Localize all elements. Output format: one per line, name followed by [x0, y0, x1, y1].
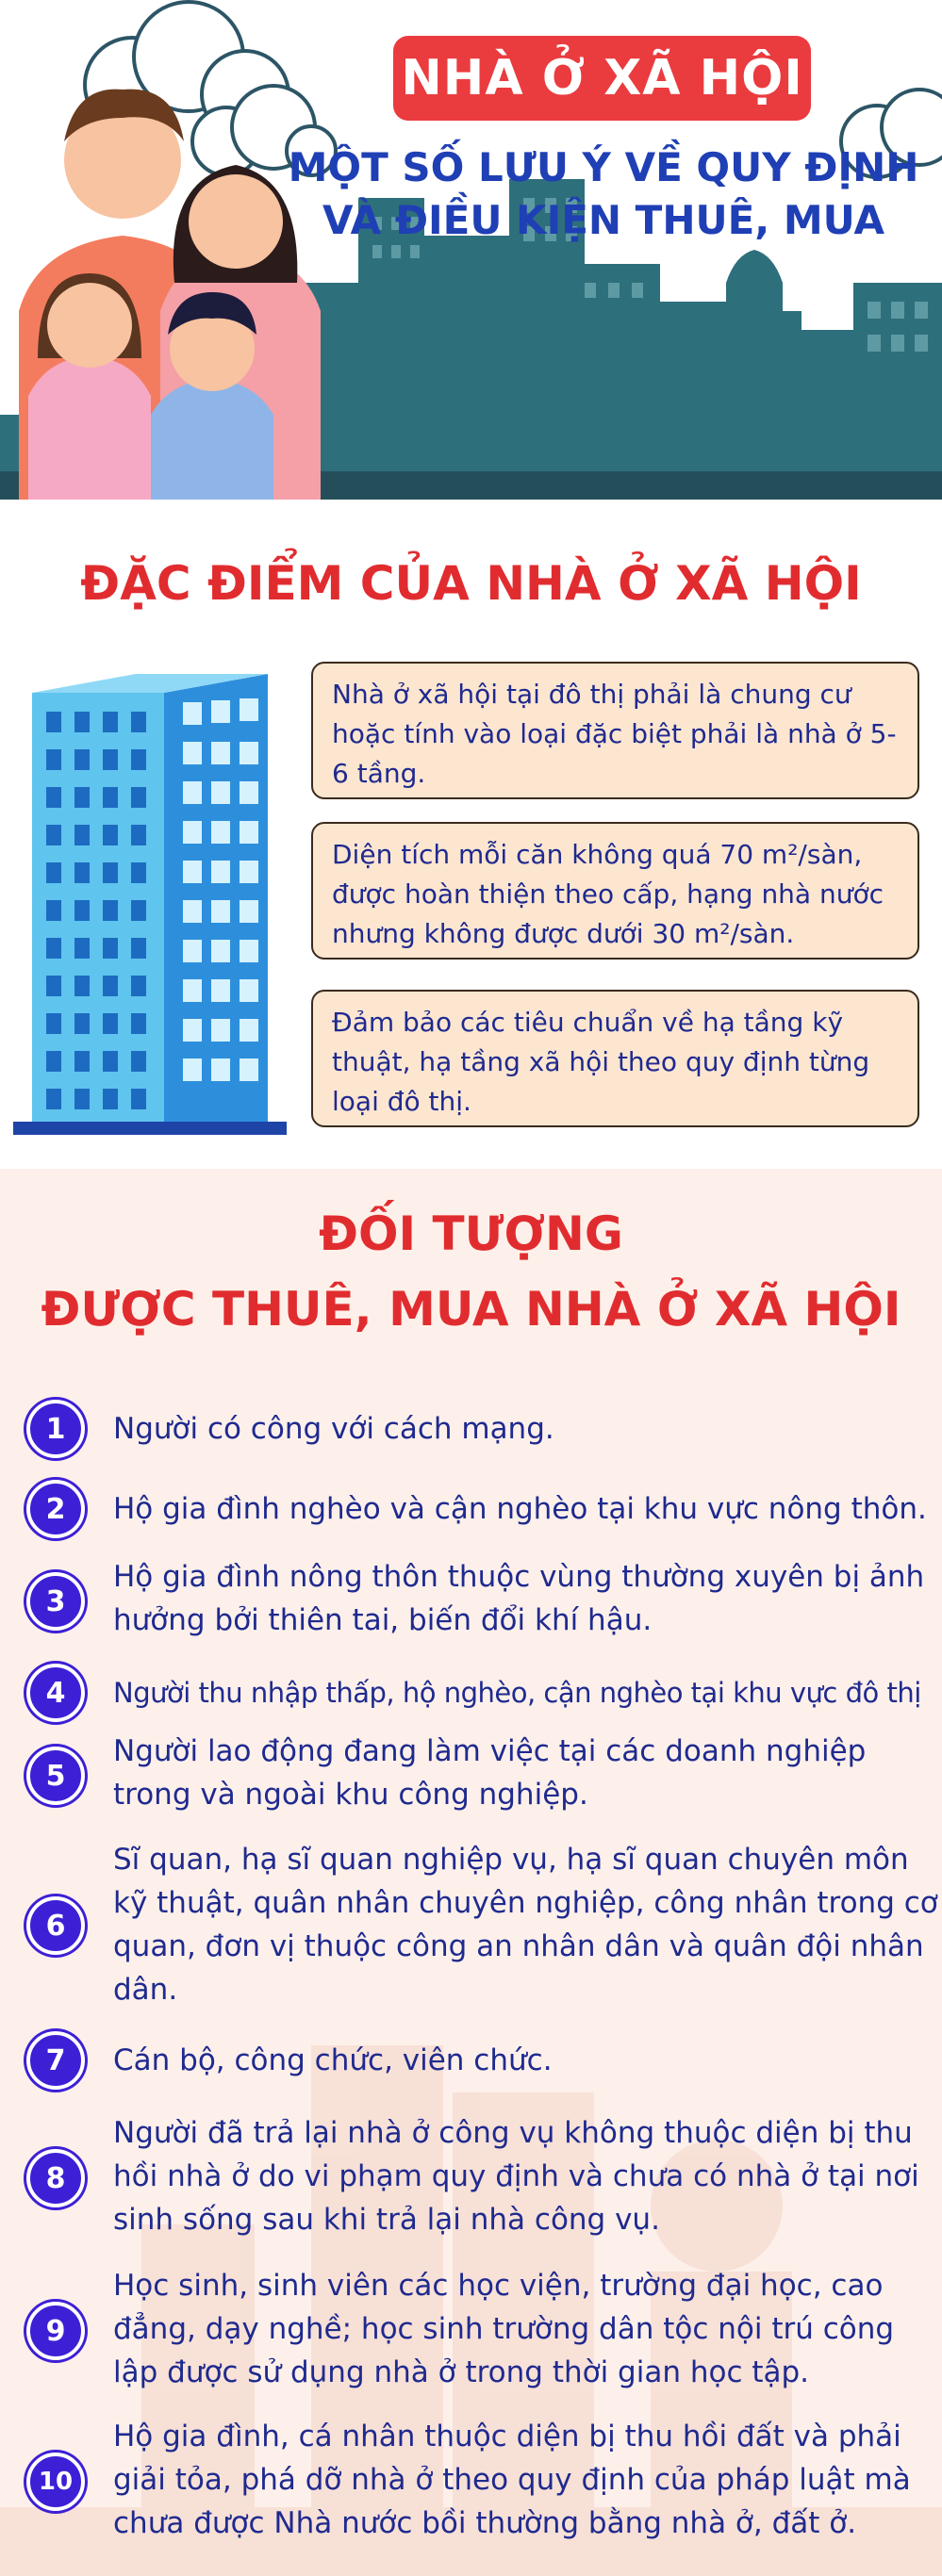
list-item-text: Người có công với cách mạng. — [113, 1412, 554, 1446]
section-eligible-subjects — [0, 1169, 942, 2576]
list-item — [26, 1730, 936, 1820]
info-box: Nhà ở xã hội tại đô thị phải là chung cư hoặc tính vào loại đặc biệt phải là nhà ở 5-6 tầng. — [311, 662, 919, 799]
section2-title-line2: ĐƯỢC THUÊ, MUA NHÀ Ở XÃ HỘI — [41, 1282, 901, 1337]
family-illustration — [0, 0, 358, 500]
number-badge: 2 — [26, 1480, 85, 1538]
info-box: Diện tích mỗi căn không quá 70 m²/sàn, được hoàn thiện theo cấp, hạng nhà nước nhưng không được dưới 30 m²/sàn. — [311, 822, 919, 960]
list-item — [26, 1664, 936, 1720]
header-subtitle-line2: VÀ ĐIỀU KIỆN THUÊ, MUA — [322, 197, 884, 243]
list-item-text: Học sinh, sinh viên các học viện, trường đại học, cao đẳng, dạy nghề; học sinh trường dân tộc nội trú công lập được sử dụng nhà ở trong thời gian học tập. — [113, 2269, 895, 2389]
number-badge: 4 — [26, 1664, 85, 1722]
hero-banner — [0, 0, 942, 500]
list-item-text: Người thu nhập thấp, hộ nghèo, cận nghèo tại khu vực đô thị — [113, 1677, 921, 1709]
number-badge: 7 — [26, 2031, 85, 2090]
header-badge: NHÀ Ở XÃ HỘI — [393, 36, 811, 121]
list-item — [26, 1480, 936, 1536]
list-item-text: Cán bộ, công chức, viên chức. — [113, 2043, 553, 2077]
apartment-building-illustration — [13, 655, 287, 1136]
section2-title-line1: ĐỐI TƯỢNG — [319, 1206, 623, 1261]
section-characteristics — [0, 500, 942, 1169]
number-badge: 9 — [26, 2302, 85, 2360]
header-subtitle-line1: MỘT SỐ LƯU Ý VỀ QUY ĐỊNH — [288, 144, 919, 190]
number-badge: 8 — [26, 2149, 85, 2207]
list-item-text: Hộ gia đình nghèo và cận nghèo tại khu vực nông thôn. — [113, 1492, 927, 1526]
list-item — [26, 1555, 936, 1646]
list-item — [26, 2031, 936, 2088]
number-badge: 6 — [26, 1896, 85, 1955]
list-item-text: Hộ gia đình nông thôn thuộc vùng thường xuyên bị ảnh hưởng bởi thiên tai, biến đổi khí hậu. — [113, 1560, 925, 1637]
list-item — [26, 2111, 936, 2243]
list-item — [26, 1400, 936, 1456]
section1-title: ĐẶC ĐIỂM CỦA NHÀ Ở XÃ HỘI — [80, 556, 862, 611]
number-badge: 3 — [26, 1572, 85, 1631]
list-item-text: Người đã trả lại nhà ở công vụ không thuộc diện bị thu hồi nhà ở do vi phạm quy định và chưa có nhà ở tại nơi sinh sống sau khi trả lại nhà công vụ. — [113, 2116, 919, 2237]
list-item — [26, 1838, 936, 2011]
list-item — [26, 2415, 936, 2547]
number-badge: 5 — [26, 1747, 85, 1805]
info-box: Đảm bảo các tiêu chuẩn về hạ tầng kỹ thuật, hạ tầng xã hội theo quy định từng loại đô thị. — [311, 990, 919, 1127]
number-badge: 10 — [26, 2453, 85, 2511]
list-item-text: Người lao động đang làm việc tại các doanh nghiệp trong và ngoài khu công nghiệp. — [113, 1734, 867, 1812]
list-item-text: Sĩ quan, hạ sĩ quan nghiệp vụ, hạ sĩ quan chuyên môn kỹ thuật, quân nhân chuyên nghiệp, công nhân trong cơ quan, đơn vị thuộc công an nhân dân và quân đội nhân dân. — [113, 1843, 938, 2007]
list-item-text: Hộ gia đình, cá nhân thuộc diện bị thu hồi đất và phải giải tỏa, phá dỡ nhà ở theo quy định của pháp luật mà chưa được Nhà nước bồi thường bằng nhà ở, đất ở. — [113, 2420, 911, 2540]
list-item — [26, 2264, 936, 2396]
number-badge: 1 — [26, 1400, 85, 1458]
